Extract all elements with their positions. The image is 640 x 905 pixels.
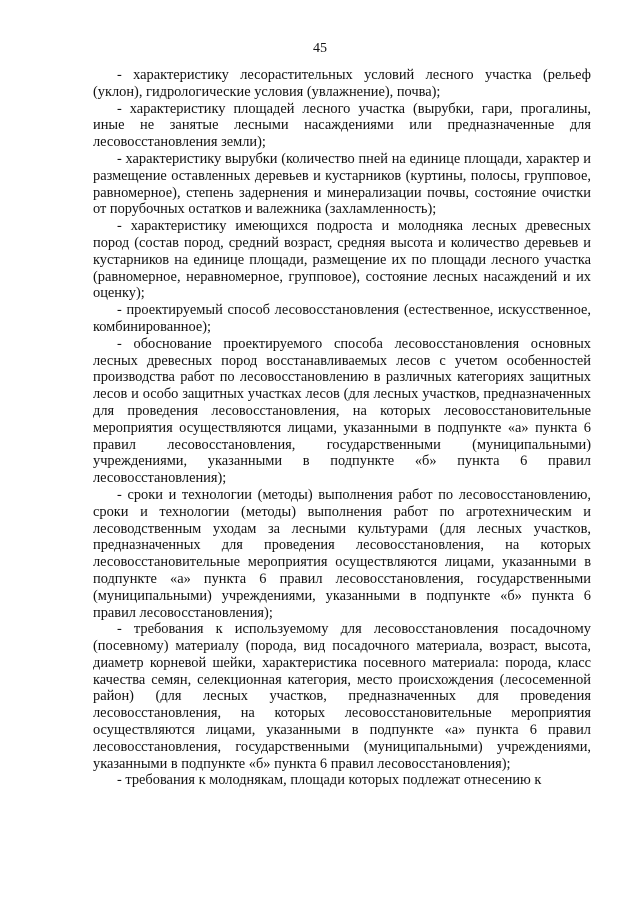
paragraph-restoration-method: - проектируемый способ лесовосстановления (естественное, искусственное, комбинированное); [93,302,591,335]
paragraph-forest-conditions: - характеристику лесорастительных условий лесного участка (рельеф (уклон), гидрологические условия (увлажнение), почва); [93,67,591,100]
paragraph-clearing-characteristics: - характеристику вырубки (количество пней на единице площади, характер и размещение оставленных деревьев и кустарников (куртины, полосы, групповое, равномерное), степень задернения и минерализации почвы, состояние очистки от порубочных остатков и валежника (захламленность); [93,150,591,218]
paragraph-undergrowth: - характеристику имеющихся подроста и молодняка лесных древесных пород (состав пород, средний возраст, средняя высота и количество деревьев и кустарников на единице площади, размещение их по площади лесного участка (равномерное, неравномерное, групповое), состояние лесных насаждений и их оценку); [93,218,591,302]
paragraph-planting-material: - требования к используемому для лесовосстановления посадочному (посевному) материалу (порода, вид посадочного материала, возраст, высота, диаметр корневой шейки, характеристика посевного материала: порода, класс качества семян, селекционная категория, место происхождения (лесосеменной район) (для лесных участков, предназначенных для проведения лесовосстановления, на которых лесовосстановительные мероприятия осуществляются лицами, указанными в подпункте «а» пункта 6 правил лесовосстановления, государственными (муниципальными) учреждениями, указанными в подпункте «б» пункта 6 правил лесовосстановления); [93,621,591,772]
paragraph-timing-technology: - сроки и технологии (методы) выполнения работ по лесовосстановлению, сроки и технологии (методы) выполнения работ по агротехническим и лесоводственным уходам за лесными культурами (для лесных участков, предназначенных для проведения лесовосстановления, на которых лесовосстановительные мероприятия осуществляются лицами, указанными в подпункте «а» пункта 6 правил лесовосстановления, государственными (муниципальными) учреждениями, указанными в подпункте «б» пункта 6 правил лесовосстановления); [93,486,591,621]
paragraph-young-stands: - требования к молоднякам, площади которых подлежат отнесению к [117,772,542,789]
document-body [93,67,591,789]
page-number: 45 [313,41,327,56]
paragraph-plot-areas: - характеристику площадей лесного участка (вырубки, гари, прогалины, иные не занятые лесными насаждениями или предназначенные для лесовосстановления земли); [93,100,591,151]
paragraph-method-justification: - обоснование проектируемого способа лесовосстановления основных лесных древесных пород восстанавливаемых лесов с учетом особенностей производства работ по лесовосстановлению в различных категориях защитных лесов и особо защитных участках лесов (для лесных участков, предназначенных для проведения лесовосстановления, на которых лесовосстановительные мероприятия осуществляются лицами, указанными в подпункте «а» пункта 6 правил лесовосстановления, государственными (муниципальными) учреждениями, указанными в подпункте «б» пункта 6 правил лесовосстановления); [93,335,591,487]
